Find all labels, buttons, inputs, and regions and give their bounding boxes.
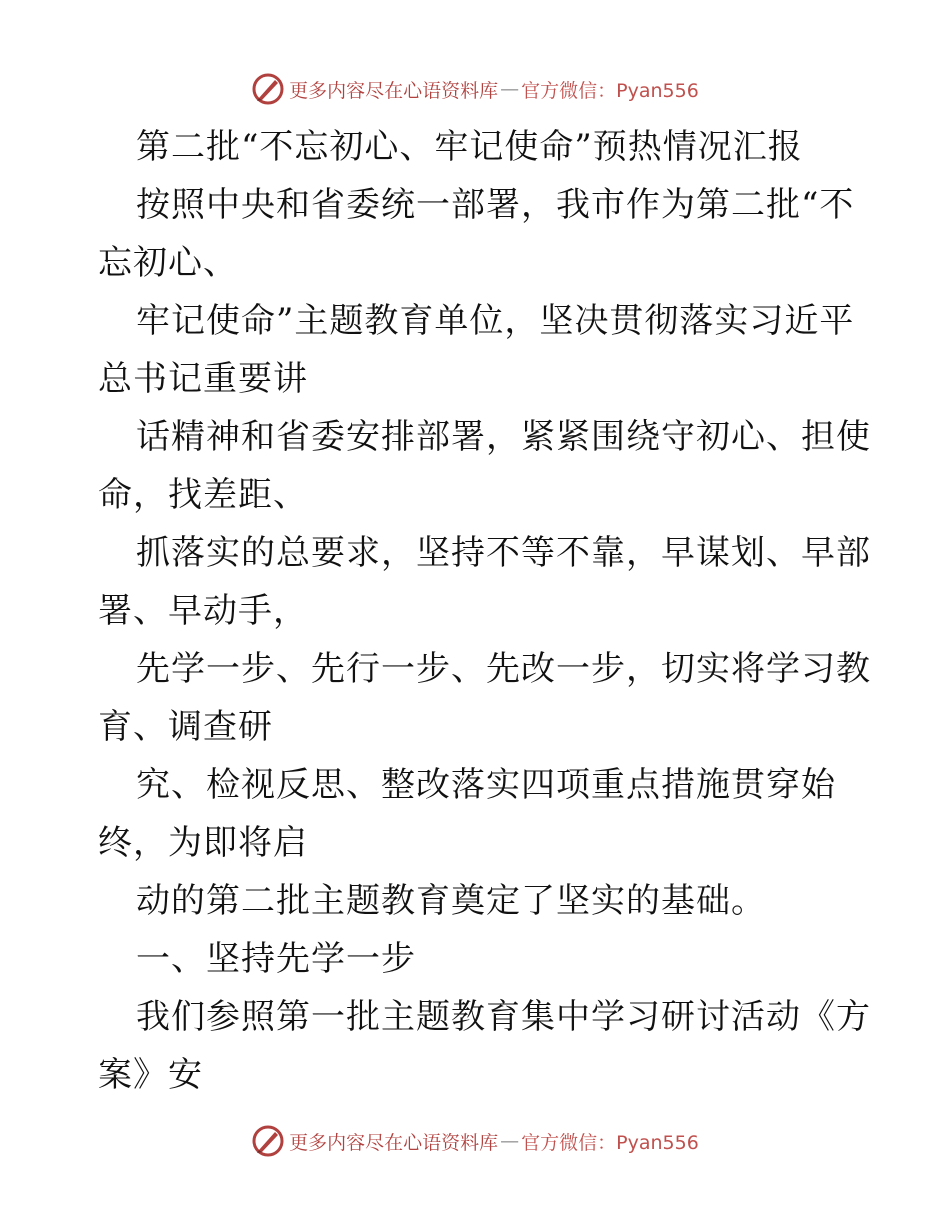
document-body xyxy=(98,118,871,1104)
paragraph-line: 总书记重要讲 xyxy=(98,359,308,399)
paragraph-line: 动的第二批主题教育奠定了坚实的基础。 xyxy=(136,881,766,921)
paragraph-line: 究、检视反思、整改落实四项重点措施贯穿始 xyxy=(136,765,836,805)
paragraph-line: 话精神和省委安排部署，紧紧围绕守初心、担使 xyxy=(136,417,871,457)
watermark-footer xyxy=(0,1124,950,1158)
paragraph-line: 终，为即将启 xyxy=(98,823,308,863)
watermark-separator: — xyxy=(500,1130,520,1152)
paragraph-line: 案》安 xyxy=(98,1055,203,1095)
paragraph-line: 署、早动手， xyxy=(98,591,308,631)
paragraph-line: 命，找差距、 xyxy=(98,475,308,515)
paragraph-line: 按照中央和省委统一部署，我市作为第二批“不 xyxy=(136,185,855,225)
watermark-text: 更多内容尽在心语资料库 xyxy=(289,79,499,102)
quill-logo-icon xyxy=(251,72,285,106)
watermark-separator: — xyxy=(500,78,520,100)
watermark-text: 更多内容尽在心语资料库 xyxy=(289,1131,499,1154)
paragraph-line: 抓落实的总要求，坚持不等不靠，早谋划、早部 xyxy=(136,533,871,573)
paragraph-line: 我们参照第一批主题教育集中学习研讨活动《方 xyxy=(136,997,871,1037)
watermark-wechat: 官方微信：Pyan556 xyxy=(521,1131,699,1154)
paragraph-line: 忘初心、 xyxy=(98,243,238,283)
watermark-wechat: 官方微信：Pyan556 xyxy=(521,79,699,102)
quill-logo-icon xyxy=(251,1124,285,1158)
paragraph-line: 育、调查研 xyxy=(98,707,273,747)
section-heading: 一、坚持先学一步 xyxy=(136,939,416,979)
watermark-header xyxy=(0,72,950,106)
document-title: 第二批“不忘初心、牢记使命”预热情况汇报 xyxy=(136,127,803,167)
paragraph-line: 牢记使命”主题教育单位，坚决贯彻落实习近平 xyxy=(136,301,855,341)
paragraph-line: 先学一步、先行一步、先改一步，切实将学习教 xyxy=(136,649,871,689)
